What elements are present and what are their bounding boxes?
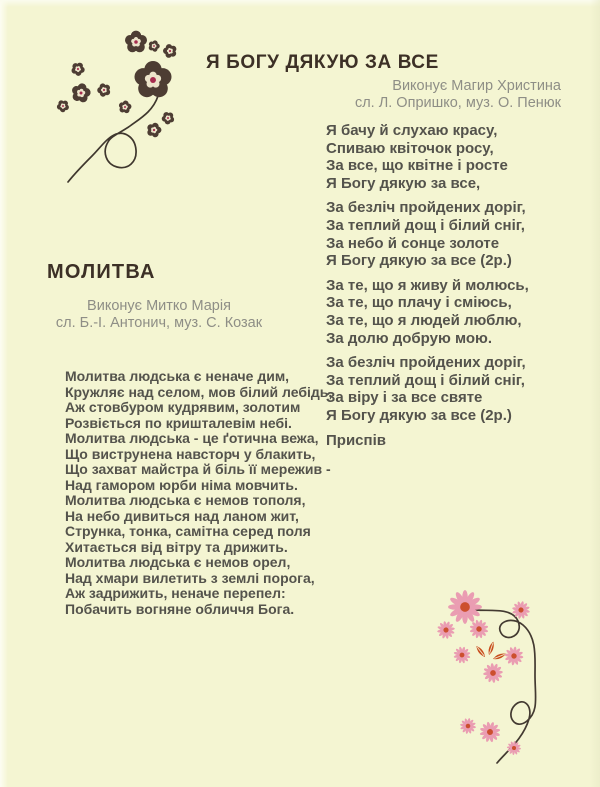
song-title-right: Я БОГУ ДЯКУЮ ЗА ВСЕ <box>206 52 439 73</box>
lyric-line: За все, що квітне і росте <box>326 157 508 175</box>
authors-line: сл. Л. Опришко, муз. О. Пенюк <box>354 95 561 112</box>
song-credits-right <box>355 78 561 113</box>
lyric-line: За долю добрую мою. <box>326 329 492 347</box>
brown-blossom-decoration-icon <box>48 16 188 191</box>
lyric-line: Хитається від вітру та дрижить. <box>65 538 288 555</box>
stanza <box>326 277 529 347</box>
lyric-line: Спиваю квіточок росу, <box>326 139 494 157</box>
stanza <box>326 199 529 269</box>
lyric-line: Побачить вогняне обличчя Бога. <box>65 600 295 617</box>
lyric-line: Кружляє над селом, мов білий лебідь, <box>65 383 333 400</box>
song-lyrics-left <box>65 369 332 617</box>
pink-daisy-decoration-icon <box>423 583 588 783</box>
lyric-line: За віру і за все святе <box>326 389 483 407</box>
page-edge-shadow-right <box>590 0 600 787</box>
lyric-line: За теплий дощ і білий сніг, <box>326 371 525 389</box>
song-title-left: МОЛИТВА <box>47 261 156 283</box>
song-lyrics-right <box>326 122 529 449</box>
performer-line: Виконує Митко Марія <box>87 298 231 314</box>
authors-line: сл. Б.-І. Антонич, муз. С. Козак <box>55 315 263 332</box>
lyric-line: За те, що я людей люблю, <box>326 311 522 329</box>
stanza <box>326 122 529 192</box>
performer-line: Виконує Магир Христина <box>392 78 561 94</box>
song-credits-left <box>33 298 285 333</box>
lyric-line: За те, що плачу і сміюсь, <box>326 294 512 312</box>
lyric-line: Я Богу дякую за все (2р.) <box>326 252 512 270</box>
lyric-line: За безліч пройдених доріг, <box>326 199 526 217</box>
lyric-line: Молитва людська є неначе дим, <box>65 368 290 384</box>
stanza <box>326 354 529 424</box>
lyric-line: Молитва людська - це ґотична вежа, <box>65 430 319 446</box>
page-edge-highlight-left <box>0 0 8 787</box>
lyric-line: За безліч пройдених доріг, <box>326 354 526 372</box>
lyric-line: Я Богу дякую за все, <box>326 174 481 192</box>
lyric-line: Над хмари вилетить з землі порога, <box>65 569 315 586</box>
lyric-line: Що виструнена навсторч у блакить, <box>65 445 316 462</box>
lyric-line: Я Богу дякую за все (2р.) <box>326 406 512 424</box>
lyric-line: Струнка, тонка, самітна серед поля <box>65 523 311 539</box>
lyric-line: Я бачу й слухаю красу, <box>326 122 498 139</box>
chorus-label: Приспів <box>326 431 386 449</box>
lyric-line: Аж задрижить, неначе перепел: <box>65 585 286 601</box>
lyric-line: Аж стовбуром кудрявим, золотим <box>65 399 301 415</box>
lyric-line: На небо дивиться над ланом жит, <box>65 507 299 524</box>
lyric-line: За те, що я живу й молюсь, <box>326 276 529 294</box>
lyric-line: Над гамором юрби німа мовчить. <box>65 476 298 493</box>
lyric-line: Молитва людська є немов тополя, <box>65 492 306 508</box>
lyric-line: Що захват майстра й біль її мережив - <box>65 461 331 477</box>
lyric-line: Розвіється по кришталевім небі. <box>65 414 292 431</box>
lyric-line: Молитва людська є немов орел, <box>65 554 291 570</box>
lyric-line: За небо й сонце золоте <box>326 234 500 252</box>
page-edge-highlight-top <box>0 0 600 7</box>
lyric-line: За теплий дощ і білий сніг, <box>326 216 525 234</box>
